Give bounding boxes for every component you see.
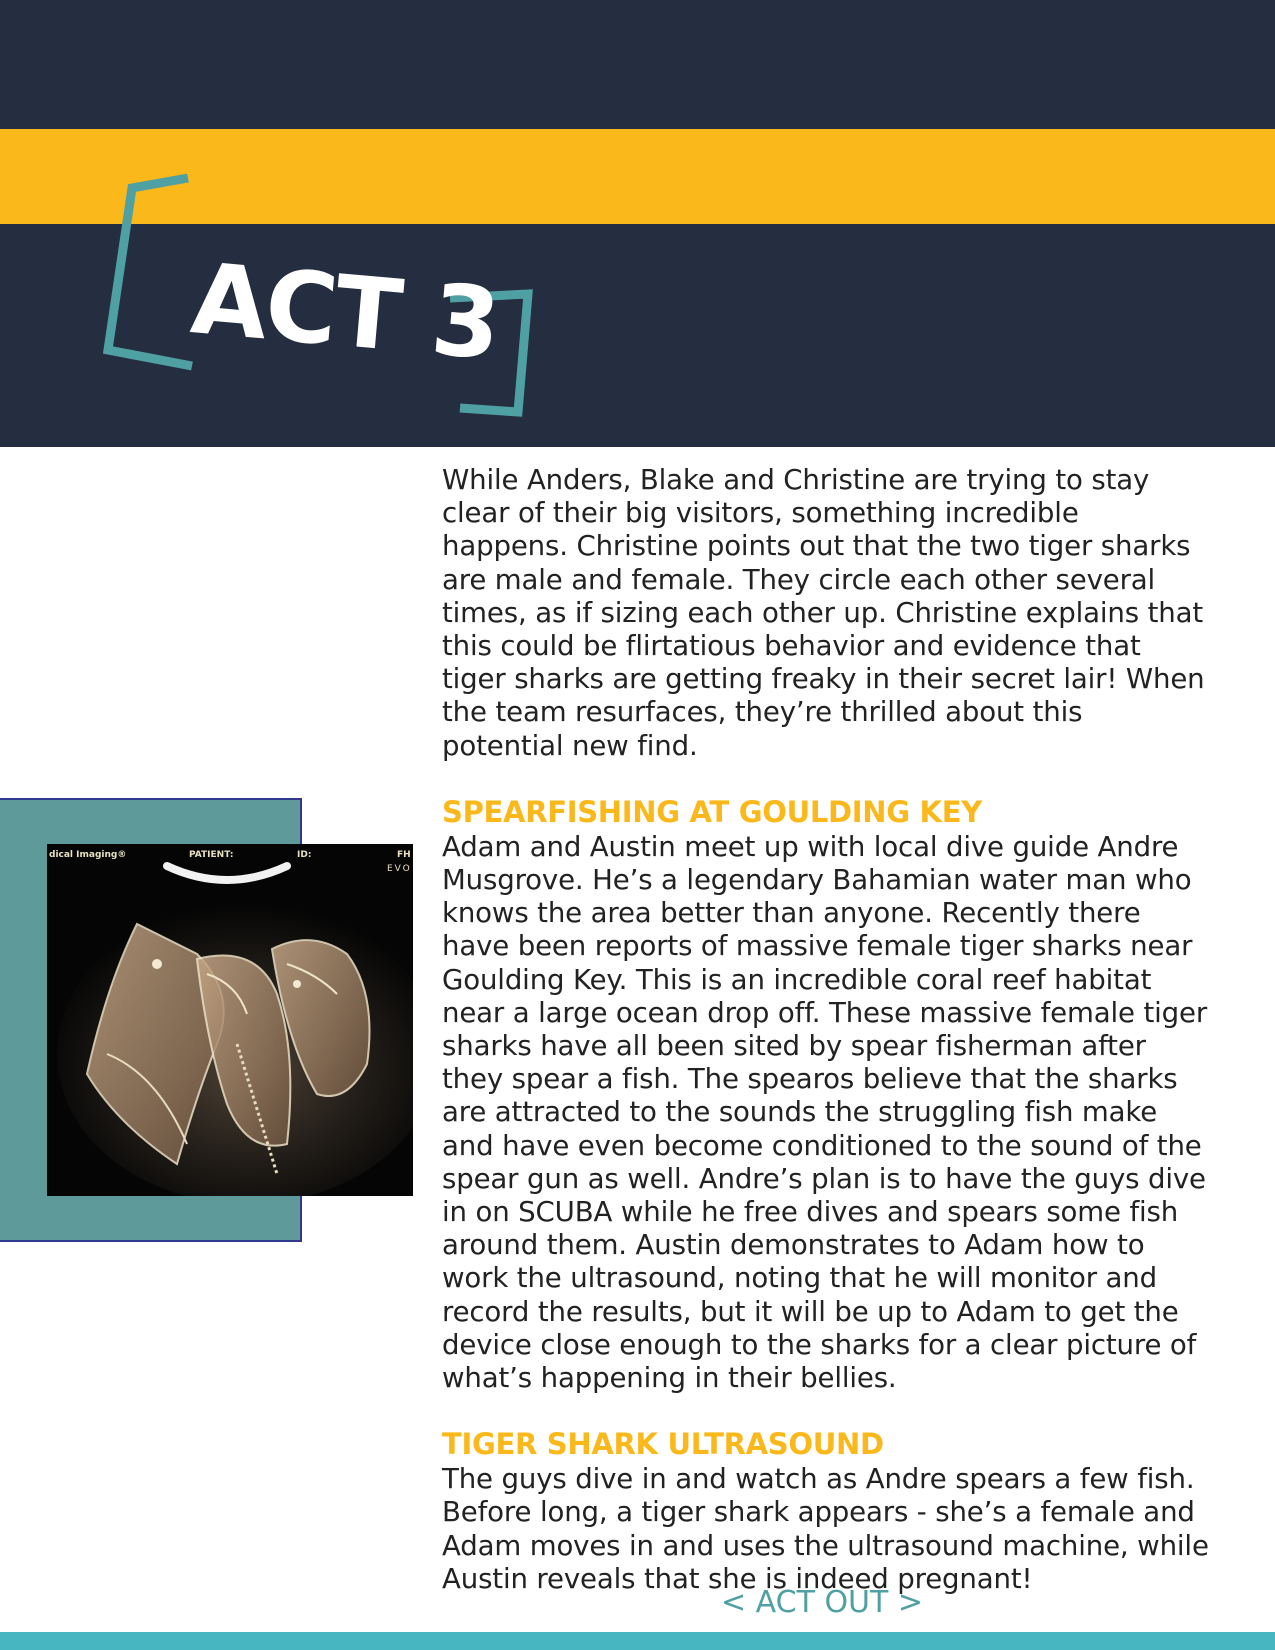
section-paragraph-ultrasound: The guys dive in and watch as Andre spears a few fish. Before long, a tiger shark appears - she’s a female and Adam moves in and uses the ultrasound machine, while Austin reveals that she is indeed pregnant! xyxy=(442,1462,1209,1595)
ultrasound-image xyxy=(47,844,413,1196)
ultrasound-label-brand: EVO xyxy=(387,864,412,874)
act-title: ACT 3 xyxy=(187,242,503,383)
intro-paragraph: While Anders, Blake and Christine are trying to stay clear of their big visitors, something incredible happens. Christine points out that the two tiger sharks are male and female. They circle each other several times, as if sizing each other up. Christine explains that this could be flirtatious behavior and evidence that tiger sharks are getting freaky in their secret lair! When the team resurfaces, they’re thrilled about this potential new find. xyxy=(442,463,1205,762)
act-out-label: < ACT OUT > xyxy=(720,1585,924,1620)
bottom-bar xyxy=(0,1632,1275,1650)
act-title-block xyxy=(100,170,570,430)
main-content xyxy=(442,463,1212,1595)
section-heading-ultrasound: TIGER SHARK ULTRASOUND xyxy=(442,1427,884,1462)
section-heading-spearfishing: SPEARFISHING AT GOULDING KEY xyxy=(442,794,982,829)
ultrasound-shark-illustration xyxy=(47,844,413,1196)
ultrasound-label-id: ID: xyxy=(297,850,312,860)
ultrasound-label-patient: PATIENT: xyxy=(189,850,234,860)
section-paragraph-spearfishing: Adam and Austin meet up with local dive guide Andre Musgrove. He’s a legendary Bahamian water man who knows the area better than anyone. Recently there have been reports of massive female tiger sharks near Goulding Key. This is an incredible coral reef habitat near a large ocean drop off. These massive female tiger sharks have all been sited by spear fisherman after they spear a fish. The spearos believe that the sharks are attracted to the sounds the struggling fish make and have even become conditioned to the sound of the spear gun as well. Andre’s plan is to have the guys dive in on SCUBA while he free dives and spears some fish around them. Austin demonstrates to Adam how to work the ultrasound, noting that he will monitor and record the results, but it will be up to Adam to get the device close enough to the sharks for a clear picture of what’s happening in their bellies. xyxy=(442,829,1208,1395)
ultrasound-label-left: dical Imaging® xyxy=(49,850,127,860)
ultrasound-label-right: FH xyxy=(397,850,411,860)
